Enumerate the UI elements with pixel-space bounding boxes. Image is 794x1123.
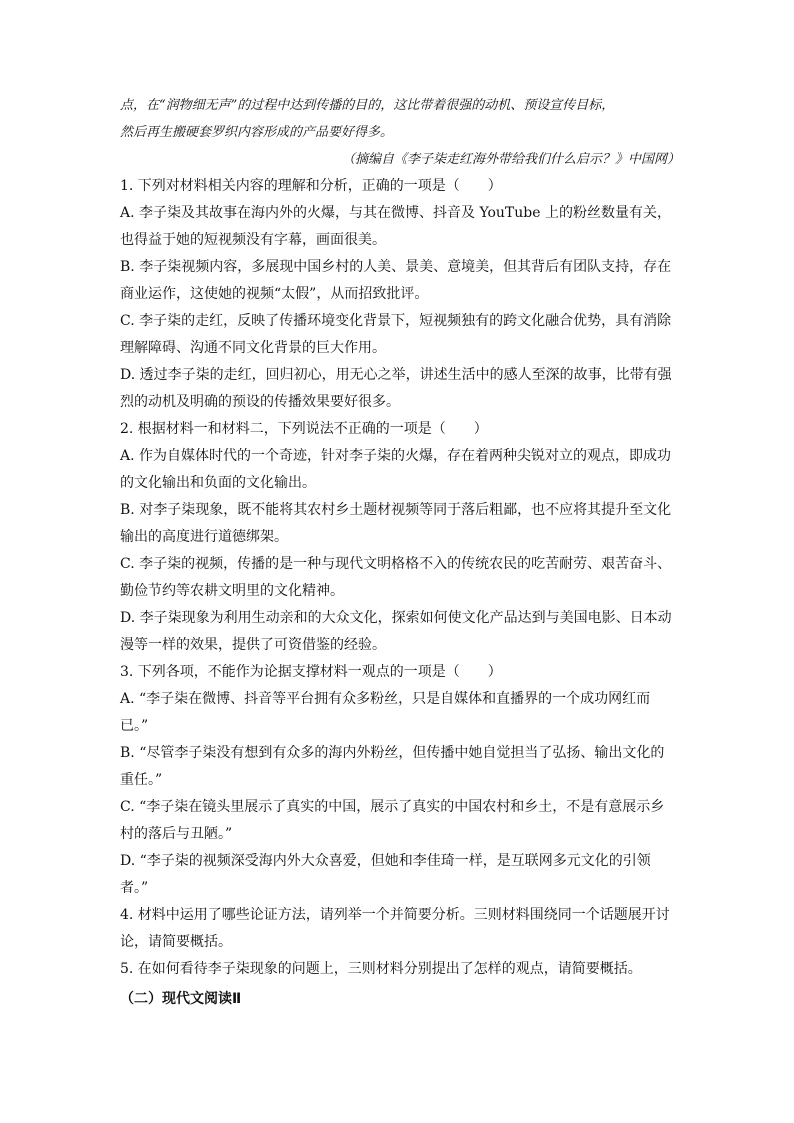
question-3-option-b-cont: 重任。” [120,772,163,788]
question-1-option-c-cont: 理解障碍、沟通不同文化背景的巨大作用。 [120,340,386,356]
question-4-line-1: 4. 材料中运用了哪些论证方法，请列举一个并简要分析。三则材料围绕同一个话题展开讨 [120,907,670,923]
question-1-option-c: C. 李子柒的走红，反映了传播环境变化背景下，短视频独有的跨文化融合优势，具有消除 [120,313,672,329]
page-content [120,92,680,1013]
section-heading: （二）现代文阅读Ⅱ [120,991,242,1007]
question-3-option-b: B. “尽管李子柒没有想到有众多的海内外粉丝，但传播中她自觉担当了弘扬、输出文化的 [120,745,665,761]
question-2-option-b: B. 对李子柒现象，既不能将其农村乡土题材视频等同于落后粗鄙，也不应将其提升至文化 [120,502,672,518]
question-2-option-b-cont: 输出的高度进行道德绑架。 [120,529,288,545]
question-1-option-b-cont: 商业运作，这使她的视频“太假”，从而招致批评。 [120,286,429,302]
question-4-line-2: 论，请简要概括。 [120,934,232,950]
question-5 [120,956,680,983]
question-3-option-c-cont: 村的落后与丑陋。” [120,826,233,842]
question-2-option-d-cont: 漫等一样的效果，提供了可资借鉴的经验。 [120,637,386,653]
question-3-option-d-cont: 者。” [120,880,149,896]
question-1-option-a: A. 李子柒及其故事在海内外的火爆，与其在微博、抖音及 YouTube 上的粉丝数量有关， [120,205,671,221]
source-citation: （摘编自《李子柒走红海外带给我们什么启示？》中国网） [341,152,680,167]
intro-passage [120,92,680,173]
question-1-option-d-cont: 烈的动机及明确的预设的传播效果要好很多。 [120,394,400,410]
question-2-option-c-cont: 勤俭节约等农耕文明里的文化精神。 [120,583,344,599]
question-3 [120,659,680,902]
question-2-option-c: C. 李子柒的视频，传播的是一种与现代文明格格不入的传统农民的吃苦耐劳、艰苦奋斗、 [120,556,672,572]
question-1 [120,173,680,416]
question-1-option-d: D. 透过李子柒的走红，回归初心，用无心之举，讲述生活中的感人至深的故事，比带有强 [120,367,672,383]
intro-line-2: 然后再生搬硬套罗织内容形成的产品要好得多。 [120,125,394,140]
question-2-option-a-cont: 的文化输出和负面的文化输出。 [120,475,316,491]
question-3-option-c: C. “李子柒在镜头里展示了真实的中国，展示了真实的中国农村和乡土，不是有意展示乡 [120,799,665,815]
question-1-option-b: B. 李子柒视频内容，多展现中国乡村的人美、景美、意境美，但其背后有团队支持，存在 [120,259,672,275]
question-2-option-d: D. 李子柒现象为利用生动亲和的大众文化，探索如何使文化产品达到与美国电影、日本动 [120,610,672,626]
question-3-option-d: D. “李子柒的视频深受海内外大众喜爱，但她和李佳琦一样，是互联网多元文化的引领 [120,853,651,869]
question-3-option-a-cont: 已。” [120,718,149,734]
question-4 [120,902,680,956]
question-5-line-1: 5. 在如何看待李子柒现象的问题上，三则材料分别提出了怎样的观点，请简要概括。 [120,961,642,977]
question-2-option-a: A. 作为自媒体时代的一个奇迹，针对李子柒的火爆，存在着两种尖锐对立的观点，即成功 [120,448,672,464]
question-1-stem: 1. 下列对材料相关内容的理解和分析，正确的一项是（ ） [120,178,502,194]
question-3-stem: 3. 下列各项，不能作为论据支撑材料一观点的一项是（ ） [120,664,502,680]
question-3-option-a: A. “李子柒在微博、抖音等平台拥有众多粉丝，只是自媒体和直播界的一个成功网红而 [120,691,651,707]
question-1-option-a-cont: 也得益于她的短视频没有字幕，画面很美。 [120,232,386,248]
question-2-stem: 2. 根据材料一和材料二，下列说法不正确的一项是（ ） [120,421,488,437]
intro-line-1: 点，在“润物细无声”的过程中达到传播的目的，这比带着很强的动机、预设宣传目标， [120,98,615,113]
question-2 [120,416,680,659]
